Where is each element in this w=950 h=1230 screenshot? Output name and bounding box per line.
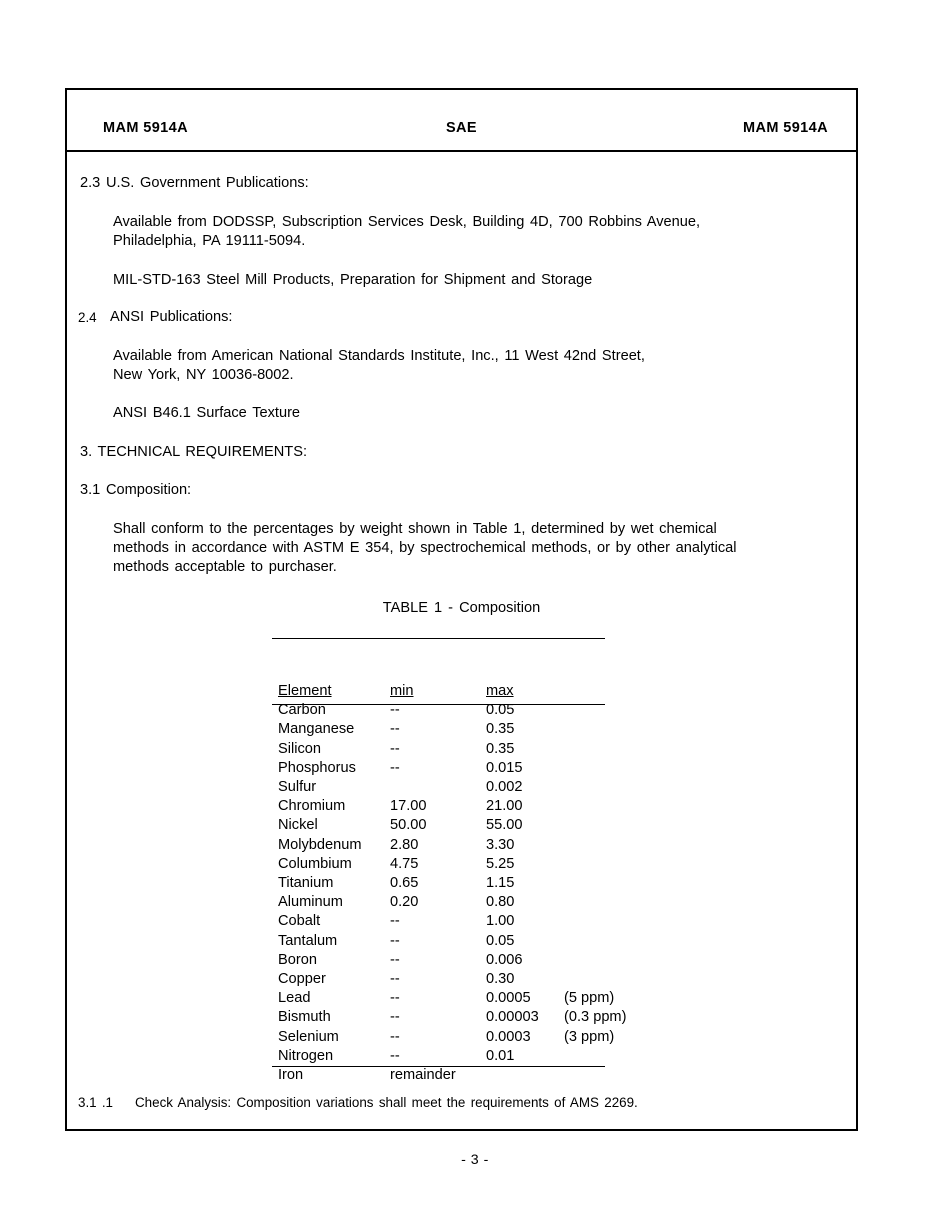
section-2-4-heading: ANSI Publications: bbox=[110, 309, 233, 325]
section-3-1-1-text: Check Analysis: Composition variations shall meet the requirements of AMS 2269. bbox=[135, 1095, 638, 1110]
cell-max: 0.015 bbox=[486, 759, 523, 776]
cell-max: 0.0003 bbox=[486, 1028, 531, 1045]
cell-min: -- bbox=[390, 702, 400, 719]
section-2-3-paragraph-1-line-1: Available from DODSSP, Subscription Services Desk, Building 4D, 700 Robbins Avenue, bbox=[113, 214, 701, 230]
cell-element: Nickel bbox=[278, 817, 318, 834]
cell-note bbox=[564, 778, 674, 797]
cell-element: Phosphorus bbox=[278, 759, 356, 776]
cell-note bbox=[564, 970, 674, 989]
cell-max: 0.006 bbox=[486, 951, 523, 968]
column-header-max: max bbox=[486, 683, 514, 699]
table-top-rule bbox=[272, 638, 605, 639]
cell-min: -- bbox=[390, 1028, 400, 1045]
cell-element: Tantalum bbox=[278, 932, 338, 949]
cell-element: Iron bbox=[278, 1067, 304, 1084]
cell-min: -- bbox=[390, 1047, 400, 1064]
table-header-rule bbox=[272, 704, 605, 705]
cell-element: Silicon bbox=[278, 740, 321, 757]
table-row bbox=[272, 797, 674, 816]
cell-element: Copper bbox=[278, 971, 326, 988]
section-2-3-paragraph-2: MIL-STD-163 Steel Mill Products, Preparation for Shipment and Storage bbox=[113, 272, 593, 288]
cell-min: -- bbox=[390, 971, 400, 988]
cell-max: 3.30 bbox=[486, 836, 515, 853]
cell-note bbox=[564, 951, 674, 970]
cell-min: 0.65 bbox=[390, 875, 419, 892]
cell-element: Cobalt bbox=[278, 913, 321, 930]
cell-max: 0.80 bbox=[486, 894, 515, 911]
table-row bbox=[272, 874, 674, 893]
cell-note: (5 ppm) bbox=[564, 990, 615, 1007]
table-row bbox=[272, 816, 674, 835]
table-row bbox=[272, 740, 674, 759]
cell-min: -- bbox=[390, 1009, 400, 1026]
table-row bbox=[272, 720, 674, 739]
section-3-1-1-number: 3.1 .1 bbox=[78, 1095, 114, 1110]
column-header-element: Element bbox=[278, 683, 332, 699]
cell-element: Chromium bbox=[278, 798, 346, 815]
cell-note: (3 ppm) bbox=[564, 1028, 615, 1045]
table-row bbox=[272, 778, 674, 797]
column-header-min: min bbox=[390, 683, 414, 699]
cell-note bbox=[564, 932, 674, 951]
table-row bbox=[272, 759, 674, 778]
section-2-4-paragraph-1-line-2: New York, NY 10036-8002. bbox=[113, 367, 294, 383]
cell-element: Manganese bbox=[278, 721, 355, 738]
cell-min: 4.75 bbox=[390, 855, 419, 872]
cell-element: Bismuth bbox=[278, 1009, 331, 1026]
cell-min: -- bbox=[390, 932, 400, 949]
section-2-4-paragraph-2: ANSI B46.1 Surface Texture bbox=[113, 405, 301, 421]
table-row bbox=[272, 932, 674, 951]
cell-note bbox=[564, 1066, 674, 1085]
cell-min: remainder bbox=[390, 1067, 456, 1084]
cell-min: 2.80 bbox=[390, 836, 419, 853]
cell-element: Nitrogen bbox=[278, 1047, 334, 1064]
composition-table-head bbox=[272, 682, 674, 701]
composition-table bbox=[272, 682, 674, 1085]
section-3-heading: 3. TECHNICAL REQUIREMENTS: bbox=[80, 444, 308, 460]
page-header bbox=[67, 90, 856, 152]
cell-note bbox=[564, 759, 674, 778]
table-row bbox=[272, 836, 674, 855]
cell-max: 0.01 bbox=[486, 1047, 515, 1064]
header-org-center: SAE bbox=[445, 120, 477, 136]
table-row bbox=[272, 893, 674, 912]
section-2-4-number: 2.4 bbox=[78, 310, 97, 325]
cell-max: 0.002 bbox=[486, 779, 523, 796]
cell-min: -- bbox=[390, 951, 400, 968]
table-row bbox=[272, 1066, 674, 1085]
cell-max: 0.05 bbox=[486, 932, 515, 949]
cell-min: -- bbox=[390, 740, 400, 757]
document-frame bbox=[65, 88, 858, 1131]
table-row bbox=[272, 912, 674, 931]
cell-note bbox=[564, 816, 674, 835]
cell-min: 0.20 bbox=[390, 894, 419, 911]
cell-note bbox=[564, 893, 674, 912]
cell-note bbox=[564, 855, 674, 874]
cell-element: Aluminum bbox=[278, 894, 343, 911]
table-row bbox=[272, 855, 674, 874]
cell-min: 17.00 bbox=[390, 798, 427, 815]
composition-table-body bbox=[272, 701, 674, 1085]
cell-element: Lead bbox=[278, 990, 311, 1007]
section-2-4-paragraph-1-line-1: Available from American National Standards Institute, Inc., 11 West 42nd Street, bbox=[113, 348, 645, 364]
section-2-3-paragraph-1-line-2: Philadelphia, PA 19111-5094. bbox=[113, 233, 306, 249]
cell-element: Boron bbox=[278, 951, 317, 968]
table-row bbox=[272, 951, 674, 970]
cell-min: -- bbox=[390, 913, 400, 930]
table-1-title: TABLE 1 - Composition bbox=[382, 600, 541, 616]
cell-element: Carbon bbox=[278, 702, 326, 719]
cell-max: 0.35 bbox=[486, 740, 515, 757]
cell-element: Sulfur bbox=[278, 779, 317, 796]
cell-note bbox=[564, 1047, 674, 1066]
cell-max: 0.00003 bbox=[486, 1009, 539, 1026]
cell-element: Molybdenum bbox=[278, 836, 362, 853]
cell-element: Selenium bbox=[278, 1028, 339, 1045]
cell-max bbox=[486, 1066, 564, 1085]
header-spec-right: MAM 5914A bbox=[743, 120, 828, 136]
cell-max: 0.30 bbox=[486, 971, 515, 988]
cell-note bbox=[564, 740, 674, 759]
table-row bbox=[272, 1047, 674, 1066]
table-row bbox=[272, 989, 674, 1008]
section-3-1-paragraph-line-1: Shall conform to the percentages by weight shown in Table 1, determined by wet chemical bbox=[113, 521, 717, 537]
cell-element: Titanium bbox=[278, 875, 334, 892]
cell-max: 55.00 bbox=[486, 817, 523, 834]
cell-note bbox=[564, 912, 674, 931]
cell-max: 5.25 bbox=[486, 855, 515, 872]
page-number-footer: - 3 - bbox=[461, 1152, 489, 1168]
cell-max: 0.0005 bbox=[486, 990, 531, 1007]
table-header-row bbox=[272, 682, 674, 701]
cell-note: (0.3 ppm) bbox=[564, 1009, 627, 1026]
cell-note bbox=[564, 797, 674, 816]
cell-note bbox=[564, 836, 674, 855]
section-3-1-paragraph-line-3: methods acceptable to purchaser. bbox=[113, 559, 337, 575]
table-row bbox=[272, 1028, 674, 1047]
section-3-1-heading: 3.1 Composition: bbox=[80, 482, 192, 498]
cell-max: 1.00 bbox=[486, 913, 515, 930]
cell-min: 50.00 bbox=[390, 817, 427, 834]
table-row bbox=[272, 970, 674, 989]
cell-max: 0.05 bbox=[486, 702, 515, 719]
table-row bbox=[272, 1008, 674, 1027]
table-bottom-rule bbox=[272, 1066, 605, 1067]
cell-note bbox=[564, 720, 674, 739]
cell-min: -- bbox=[390, 721, 400, 738]
section-2-3-heading: 2.3 U.S. Government Publications: bbox=[80, 175, 309, 191]
cell-max: 21.00 bbox=[486, 798, 523, 815]
cell-max: 0.35 bbox=[486, 721, 515, 738]
cell-element: Columbium bbox=[278, 855, 352, 872]
cell-note bbox=[564, 874, 674, 893]
header-spec-left: MAM 5914A bbox=[103, 120, 188, 136]
cell-max: 1.15 bbox=[486, 875, 515, 892]
cell-min bbox=[390, 778, 486, 797]
section-3-1-paragraph-line-2: methods in accordance with ASTM E 354, by spectrochemical methods, or by other analytical bbox=[113, 540, 737, 556]
cell-min: -- bbox=[390, 990, 400, 1007]
cell-min: -- bbox=[390, 759, 400, 776]
